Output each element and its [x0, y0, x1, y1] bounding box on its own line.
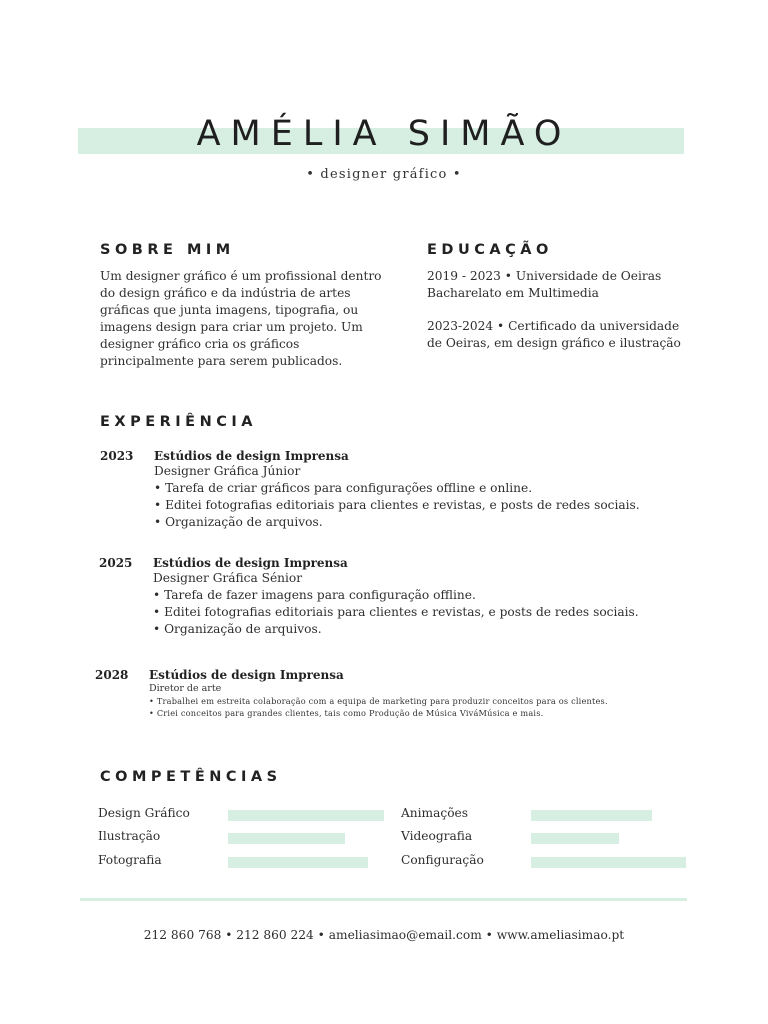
job-bullet: • Editei fotografias editoriais para clientes e revistas, e posts de redes sociais. — [154, 498, 640, 512]
job-company: Estúdios de design Imprensa — [154, 449, 349, 463]
about-heading: SOBRE MIM — [100, 242, 235, 258]
job-role: Designer Gráfica Júnior — [154, 464, 301, 478]
skill-label: Ilustração — [98, 829, 161, 843]
skills-heading: COMPETÊNCIAS — [100, 769, 282, 785]
contact-info: 212 860 768 • 212 860 224 • ameliasimao@email.com • www.ameliasimao.pt — [143, 928, 625, 942]
job-bullet: • Criei conceitos para grandes clientes, tais como Produção de Música ViváMúsica e mais. — [149, 708, 544, 718]
skill-label: Animações — [401, 806, 469, 820]
about-line: imagens design para criar um projeto. Um — [100, 320, 363, 334]
job-company: Estúdios de design Imprensa — [153, 556, 348, 570]
job-year: 2025 — [99, 556, 133, 570]
job-entry — [154, 449, 714, 531]
experience-heading: EXPERIÊNCIA — [100, 414, 257, 430]
job-entry — [153, 556, 713, 638]
skill-label: Design Gráfico — [98, 806, 190, 820]
education-heading: EDUCAÇÃO — [427, 242, 553, 258]
skill-level-bar — [531, 857, 686, 868]
education-line: Bacharelato em Multimedia — [427, 286, 599, 300]
skill-level-bar — [228, 833, 345, 844]
education-line: 2019 - 2023 • Universidade de Oeiras — [427, 269, 662, 283]
job-bullet: • Organização de arquivos. — [153, 622, 322, 636]
about-line: do design gráfico e da indústria de artes — [100, 286, 351, 300]
job-role: Diretor de arte — [149, 683, 222, 694]
job-year: 2023 — [100, 449, 134, 463]
job-role: Designer Gráfica Sénior — [153, 571, 303, 585]
candidate-name: AMÉLIA SIMÃO — [196, 114, 572, 154]
skill-level-bar — [531, 833, 619, 844]
skill-label: Configuração — [401, 853, 484, 867]
job-bullet: • Editei fotografias editoriais para clientes e revistas, e posts de redes sociais. — [153, 605, 639, 619]
skill-level-bar — [531, 810, 652, 821]
job-bullet: • Tarefa de criar gráficos para configurações offline e online. — [154, 481, 533, 495]
about-line: designer gráfico cria os gráficos — [100, 337, 300, 351]
education-line: de Oeiras, em design gráfico e ilustração — [427, 336, 681, 350]
job-bullet: • Tarefa de fazer imagens para configuração offline. — [153, 588, 476, 602]
education-text — [427, 268, 727, 352]
about-line: gráficas que junta imagens, tipografia, ou — [100, 303, 359, 317]
job-year: 2028 — [95, 668, 129, 682]
skill-label: Videografia — [401, 829, 473, 843]
about-line: principalmente para serem publicados. — [100, 354, 343, 368]
job-title-subtitle: • designer gráfico • — [306, 167, 462, 182]
job-company: Estúdios de design Imprensa — [149, 668, 344, 682]
about-line: Um designer gráfico é um profissional dentro — [100, 269, 382, 283]
job-entry — [149, 668, 729, 719]
skill-label: Fotografia — [98, 853, 162, 867]
skill-level-bar — [228, 857, 368, 868]
job-bullet: • Trabalhei em estreita colaboração com a equipa de marketing para produzir conceitos para os clientes. — [149, 696, 608, 706]
job-bullet: • Organização de arquivos. — [154, 515, 323, 529]
education-line: 2023-2024 • Certificado da universidade — [427, 319, 680, 333]
skill-level-bar — [228, 810, 384, 821]
footer-divider — [80, 898, 687, 901]
about-text — [100, 268, 410, 370]
